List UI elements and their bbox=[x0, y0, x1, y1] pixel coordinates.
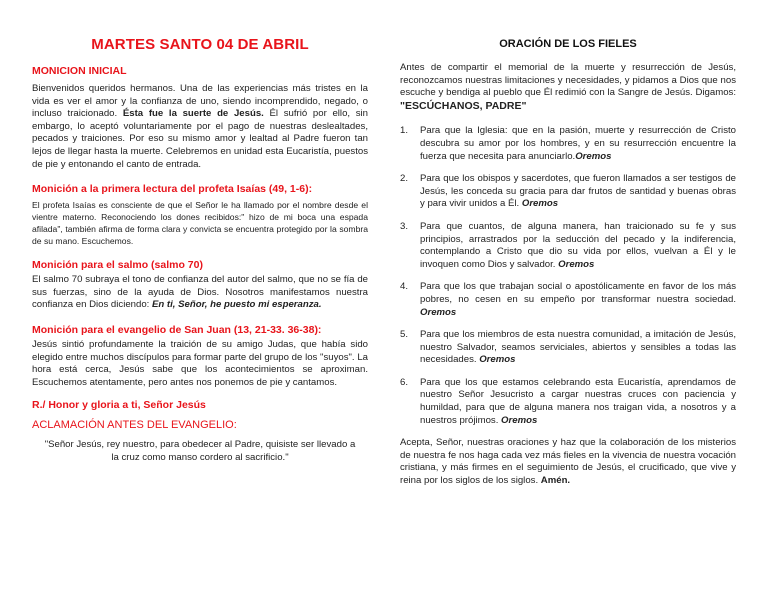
oremos-label: Oremos bbox=[501, 414, 538, 426]
salmo-heading: Monición para el salmo (salmo 70) bbox=[32, 259, 203, 272]
petition-item: 5. Para que los miembros de esta nuestra comunidad, a imitación de Jesús, nuestro Salvador, seamos serviciales, abiertos y sensibles a todas las necesidades. Oremos bbox=[400, 329, 736, 366]
primera-lectura-heading: Monición a la primera lectura del profeta Isaías (49, 1-6): bbox=[32, 183, 313, 196]
aclamacion-text: "Señor Jesús, rey nuestro, para obedecer al Padre, quisiste ser llevado a la cruz como manso cordero al sacrificio." bbox=[44, 439, 356, 463]
primera-lectura-text: El profeta Isaías es consciente de que el Señor le ha llamado por el nombre desde el vientre materno. Reconociendo los dones recibidos:" hizo de mi boca una espada afilada", también afirma de forma clara y convicta se encuentra protegido por la sombra de su mano. Escuchemos. bbox=[32, 200, 368, 247]
petition-item: 3. Para que cuantos, de alguna manera, han traicionado su fe y sus principios, arrastrados por la seducción del pecado y la indiferencia, contemplando a Cristo que dio su vida por ellos, vuelvan a Él y le invoquen como Dios y salvador. Oremos bbox=[400, 220, 736, 270]
petition-item: 4. Para que los que trabajan social o apostólicamente en favor de los más pobres, no cesen en su empeño por transformar nuestra sociedad. Oremos bbox=[400, 281, 736, 318]
evangelio-text: Jesús sintió profundamente la traición de su amigo Judas, que había sido elegido entre muchos discípulos para formar parte del grupo de los "suyos". La hora está cerca, Jesús sabe que los acontecimientos se aproximan. Escuchemos atentamente, pero antes nos ponemos de pie y cantamos. bbox=[32, 338, 368, 388]
left-column bbox=[32, 36, 368, 465]
monicion-inicial-heading: MONICION INICIAL bbox=[32, 65, 127, 77]
aclamacion-heading: ACLAMACIÓN ANTES DEL EVANGELIO: bbox=[32, 419, 237, 432]
oremos-label: Oremos bbox=[521, 198, 559, 210]
oracion-intro: Antes de compartir el memorial de la muerte y resurrección de Jesús, reconozcamos nuestras limitaciones y necesidades, y pidamos a Dios que nos escuche y bendiga al pueblo que Él redimió con la Sangre de Jesús. Digamos: "ESCÚCHANOS, PADRE" bbox=[400, 62, 736, 112]
oremos-label: Oremos bbox=[420, 306, 457, 318]
page-title: MARTES SANTO 04 DE ABRIL bbox=[91, 36, 309, 53]
right-column bbox=[400, 36, 736, 488]
amen-label: Amén. bbox=[540, 475, 571, 487]
oremos-label: Oremos bbox=[558, 258, 595, 270]
oracion-closing: Acepta, Señor, nuestras oraciones y haz que la colaboración de los misterios de nuestra fe nos haga cada vez más fieles en la vivencia de nuestra vocación cristiana, y más firmes en el seguimiento de Jesús, el crucificado, que vive y reina por los siglos de los siglos. Amén. bbox=[400, 437, 736, 487]
petition-item: 6. Para que los que estamos celebrando esta Eucaristía, aprendamos de nuestro Señor Jesucristo a cargar nuestras cruces con paciencia y humildad, para que de alguna manera nos traigan vida, a nosotros y a nuestros prójimos. Oremos bbox=[400, 376, 736, 426]
monicion-inicial-text: Bienvenidos queridos hermanos. Una de las experiencias más tristes en la vida es ver el amor y la confianza de uno, siendo incomprendido, negado, o incluso traicionado. Ésta fue la suerte de Jesús. Él sufrió por ello, sin embargo, lo aceptó voluntariamente por el pago de nuestras deslealtades, pecados y traiciones. Por eso su mismo amor y lealtad al Padre fueron tan lejos de llegar hasta la muerte. Celebremos en unidad esta Eucaristía, puestos de pie y entonando el canto de entrada. bbox=[32, 83, 369, 170]
oracion-fieles-title: ORACIÓN DE LOS FIELES bbox=[499, 38, 637, 50]
petition-item: 2. Para que los obispos y sacerdotes, que fueron llamados a ser testigos de Jesús, les conceda su gracia para dar frutos de santidad y buenas obras y para vivir unidos a Él. Oremos bbox=[400, 173, 736, 210]
petitions-list bbox=[400, 125, 736, 427]
oremos-label: Oremos bbox=[479, 354, 516, 366]
oracion-response: "ESCÚCHANOS, PADRE" bbox=[400, 99, 527, 112]
oremos-label: Oremos bbox=[575, 150, 612, 162]
evangelio-heading: Monición para el evangelio de San Juan (13, 21-33. 36-38): bbox=[32, 323, 322, 336]
respuesta-salmo: R./ Honor y gloria a ti, Señor Jesús bbox=[32, 399, 206, 412]
salmo-text: El salmo 70 subraya el tono de confianza del autor del salmo, que no se fía de sus fuerzas, sino de la ayuda de Dios. Nosotros manifestamos nuestra confianza en Dios diciendo: En ti, Señor, he puesto mi esperanza. bbox=[32, 274, 368, 311]
petition-item: 1. Para que la Iglesia: que en la pasión, muerte y resurrección de Cristo descubra su amor por los hombres, y en su resurrección encuentre la fuerza que necesita para anunciarlo.Oremos bbox=[400, 125, 736, 162]
